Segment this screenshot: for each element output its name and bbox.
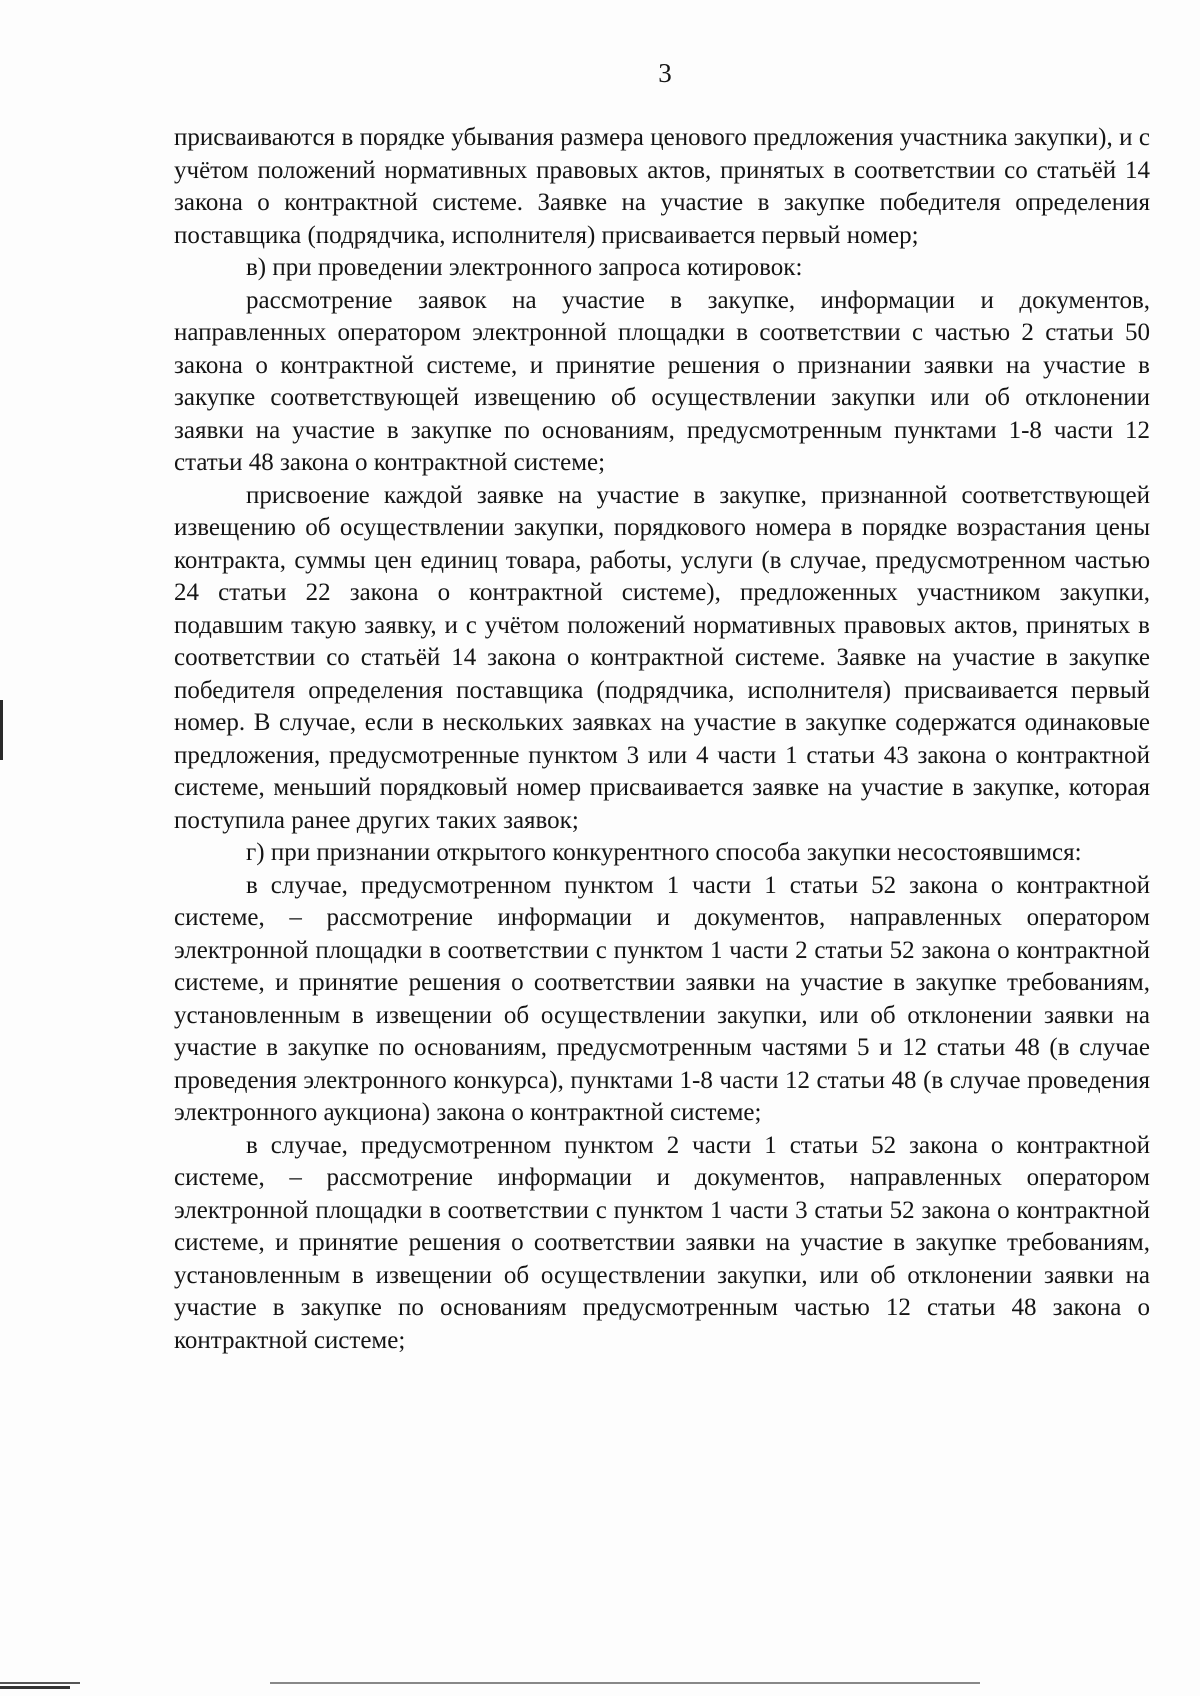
paragraph: в) при проведении электронного запроса котировок:: [246, 254, 803, 281]
scan-edge-mark: [0, 700, 3, 760]
page-number: 3: [658, 58, 672, 88]
paragraph: присвоение каждой заявке на участие в закупке, признанной соответствующей извещению об осуществлении закупки, порядкового номера в порядке возрастания цены контракта, суммы цен единиц товара, работы, услуги (в случае, предусмотренном частью 24 статьи 22 закона о контрактной системе), предложенных участником закупки, подавшим такую заявку, и с учётом положений нормативных правовых актов, принятых в соответствии со статьёй 14 закона о контрактной системе. Заявке на участие в закупке победителя определения поставщика (подрядчика, исполнителя) присваивается первый номер. В случае, если в нескольких заявках на участие в закупке содержатся одинаковые предложения, предусмотренные пунктом 3 или 4 части 1 статьи 43 закона о контрактной системе, меньший порядковый номер присваивается заявке на участие в закупке, которая поступила ранее других таких заявок;: [174, 481, 1150, 834]
paragraph: в случае, предусмотренном пунктом 1 части 1 статьи 52 закона о контрактной системе, – рассмотрение информации и документов, направленных оператором электронной площадки в соответствии с пунктом 1 части 2 статьи 52 закона о контрактной системе, и принятие решения о соответствии заявки на участие в закупке требованиям, установленным в извещении об осуществлении закупки, или об отклонении заявки на участие в закупке по основаниям, предусмотренным частями 5 и 12 статьи 48 (в случае проведения электронного конкурса), пунктами 1-8 части 12 статьи 48 (в случае проведения электронного аукциона) закона о контрактной системе;: [174, 871, 1150, 1126]
scan-corner-mark: [0, 1686, 70, 1689]
paragraph: присваиваются в порядке убывания размера ценового предложения участника закупки), и с учётом положений нормативных правовых актов, принятых в соответствии со статьёй 14 закона о контрактной системе. Заявке на участие в закупке победителя определения поставщика (подрядчика, исполнителя) присваивается первый номер;: [174, 124, 1150, 249]
scan-bottom-line: [0, 1682, 1200, 1684]
paragraph: в случае, предусмотренном пунктом 2 части 1 статьи 52 закона о контрактной системе, – рассмотрение информации и документов, направленных оператором электронной площадки в соответствии с пунктом 1 части 3 статьи 52 закона о контрактной системе, и принятие решения о соответствии заявки на участие в закупке требованиям, установленным в извещении об осуществлении закупки, или об отклонении заявки на участие в закупке по основаниям предусмотренным частью 12 статьи 48 закона о контрактной системе;: [174, 1131, 1150, 1354]
document-body: [174, 122, 1150, 1357]
paragraph: рассмотрение заявок на участие в закупке, информации и документов, направленных оператором электронной площадки в соответствии с частью 2 статьи 50 закона о контрактной системе, и принятие решения о признании заявки на участие в закупке соответствующей извещению об осуществлении закупки или об отклонении заявки на участие в закупке по основаниям, предусмотренным пунктами 1-8 части 12 статьи 48 закона о контрактной системе;: [174, 286, 1150, 476]
paragraph: г) при признании открытого конкурентного способа закупки несостоявшимся:: [246, 839, 1082, 866]
